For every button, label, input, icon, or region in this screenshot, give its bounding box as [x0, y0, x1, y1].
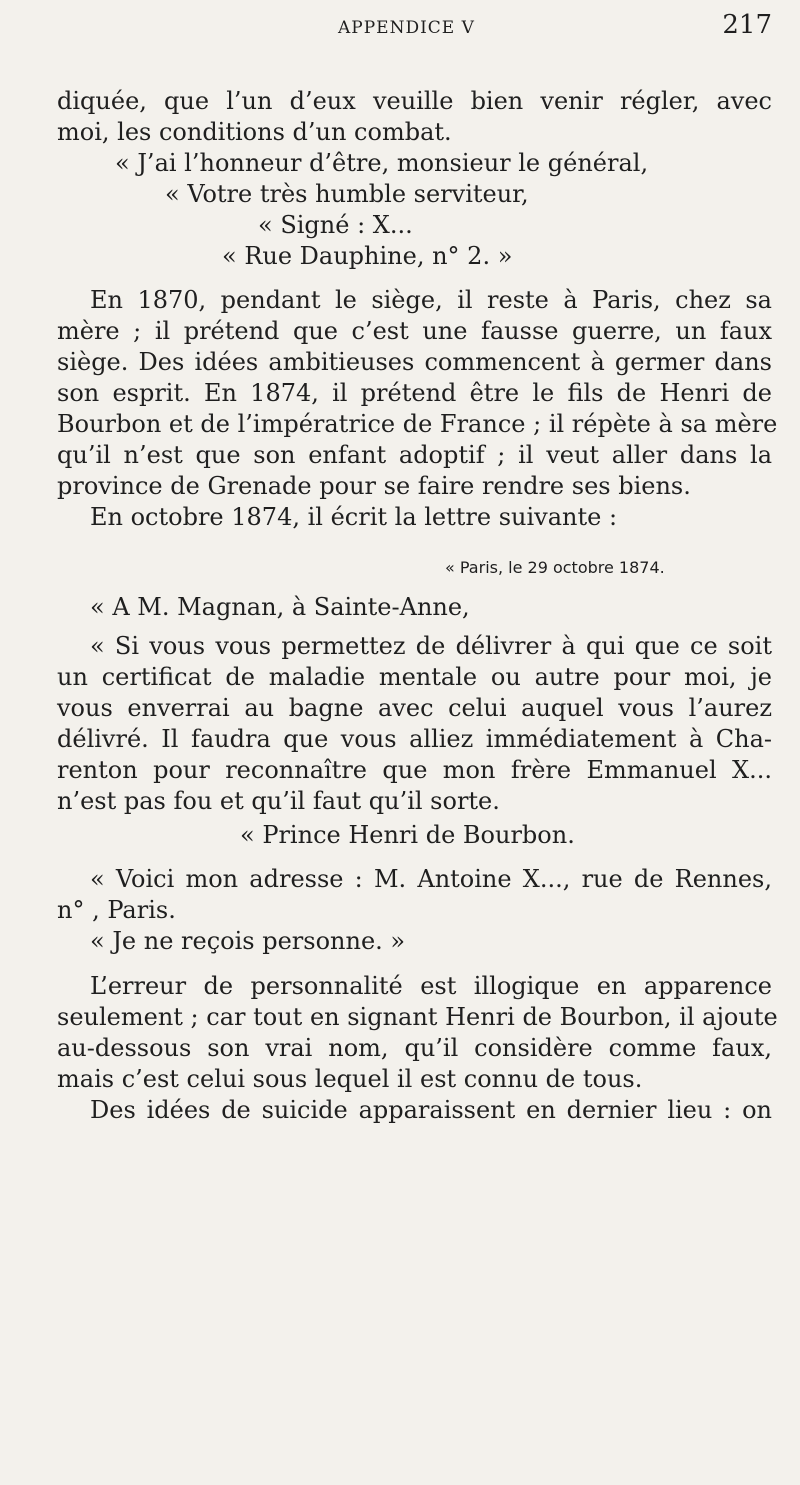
text-line: diquée, que l’un d’eux veuille bien venir régler, avec — [57, 87, 772, 115]
text-line: En octobre 1874, il écrit la lettre suivante : — [90, 503, 618, 531]
text-line: vous enverrai au bagne avec celui auquel vous l’aurez — [57, 694, 772, 722]
text-line: L’erreur de personnalité est illogique en apparence — [90, 972, 772, 1000]
text-line: mais c’est celui sous lequel il est connu de tous. — [57, 1065, 643, 1093]
text-line: moi, les conditions d’un combat. — [57, 118, 452, 146]
text-line: au-dessous son vrai nom, qu’il considère comme faux, — [57, 1034, 772, 1062]
text-line: En 1870, pendant le siège, il reste à Paris, chez sa — [90, 286, 772, 314]
text-line: « Je ne reçois personne. » — [90, 927, 406, 955]
text-line: « Si vous vous permettez de délivrer à qui que ce soit — [90, 632, 772, 660]
text-line: province de Grenade pour se faire rendre ses biens. — [57, 472, 691, 500]
text-line: un certificat de maladie mentale ou autre pour moi, je — [57, 663, 772, 691]
running-head: APPENDICE V — [338, 18, 475, 38]
text-line: renton pour reconnaître que mon frère Emmanuel X... — [57, 756, 772, 784]
text-line: n° , Paris. — [57, 896, 176, 924]
text-line: Bourbon et de l’impératrice de France ; il répète à sa mère — [57, 410, 778, 438]
text-line: seulement ; car tout en signant Henri de Bourbon, il ajoute — [57, 1003, 778, 1031]
text-line: qu’il n’est que son enfant adoptif ; il veut aller dans la — [57, 441, 772, 469]
text-line: Des idées de suicide apparaissent en dernier lieu : on — [90, 1096, 772, 1124]
letter-date: « Paris, le 29 octobre 1874. — [445, 558, 665, 577]
text-line: « Voici mon adresse : M. Antoine X..., rue de Rennes, — [90, 865, 772, 893]
text-line: mère ; il prétend que c’est une fausse guerre, un faux — [57, 317, 772, 345]
text-line: son esprit. En 1874, il prétend être le fils de Henri de — [57, 379, 772, 407]
signature-line: « Prince Henri de Bourbon. — [240, 821, 575, 849]
text-line: siège. Des idées ambitieuses commencent à germer dans — [57, 348, 772, 376]
text-line: « J’ai l’honneur d’être, monsieur le général, — [115, 149, 649, 177]
text-line: « Votre très humble serviteur, — [165, 180, 529, 208]
page-number: 217 — [722, 10, 772, 40]
text-line: « A M. Magnan, à Sainte-Anne, — [90, 593, 470, 621]
text-line: « Signé : X... — [258, 211, 413, 239]
text-line: n’est pas fou et qu’il faut qu’il sorte. — [57, 787, 500, 815]
text-line: délivré. Il faudra que vous alliez immédiatement à Cha- — [57, 725, 772, 753]
text-line: « Rue Dauphine, n° 2. » — [222, 242, 513, 270]
page-header — [0, 10, 800, 50]
